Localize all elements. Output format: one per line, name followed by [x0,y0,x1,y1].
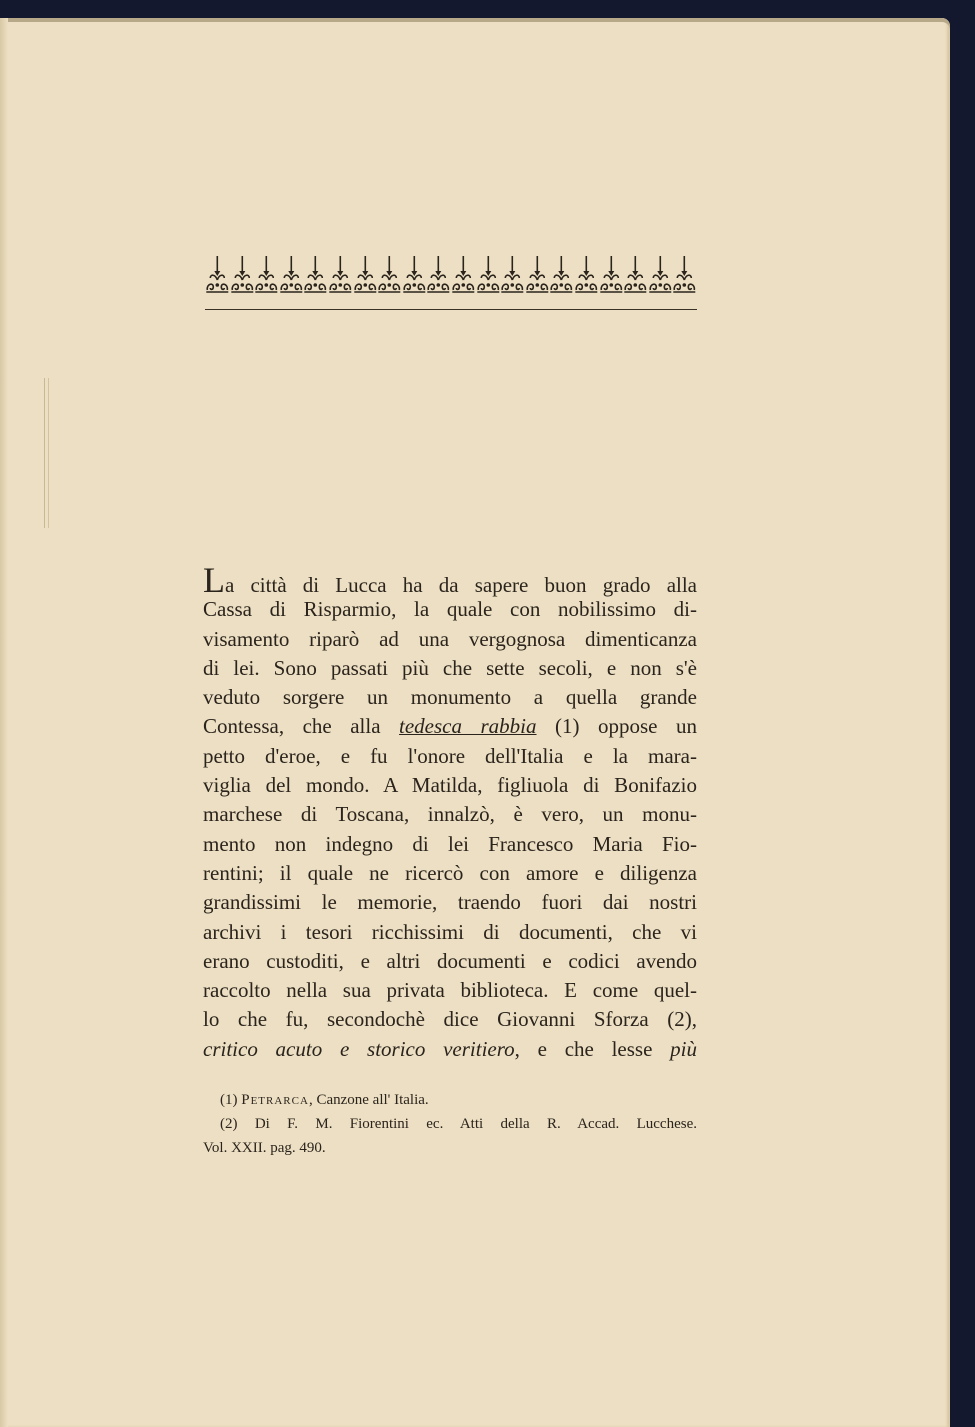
text-segment: petto d'eroe, e fu l'onore dell'Italia e la mara- [203,743,697,768]
ornament-unit [279,254,304,294]
ornament-unit [623,254,648,294]
text-segment: rentini; il quale ne ricercò con amore e diligenza [203,860,697,885]
text-segment: a città di Lucca ha da sapere buon grado alla [225,573,697,597]
text-line-content [203,1037,697,1061]
text-line [203,560,697,600]
ornament-unit [230,254,255,294]
text-line [203,800,697,829]
drop-cap: L [203,560,225,600]
footnote-author: Petrarca [241,1092,309,1108]
ornament-unit [303,254,328,294]
ornament-unit [599,254,624,294]
binding-thread [44,378,49,528]
footnote-text: , Canzone all' Italia. [308,1092,429,1108]
text-line-content [203,597,697,621]
text-line-content [203,861,697,885]
text-segment: grandissimi le memorie, traendo fuori dai nostri [203,890,697,915]
book-page [0,18,950,1427]
text-line [203,712,697,741]
ornament-unit [451,254,476,294]
footnote-mark: (1) [220,1092,238,1108]
footnote-2 [203,1112,697,1136]
ornament-unit [205,254,230,294]
body-text [203,560,697,1064]
text-line-content [203,685,697,709]
text-line-content [203,890,697,914]
footnotes [203,1088,697,1160]
footnote-text: (2) Di F. M. Fiorentini ec. Atti della R. Accad. Lucchese. [220,1116,697,1132]
text-line [203,1005,697,1034]
page-gutter [0,18,8,1427]
ornament-unit [476,254,501,294]
text-line-content [203,1007,697,1031]
text-segment: viglia del mondo. A Matilda, figliuola di Bonifazio [203,773,697,798]
text-line-content [203,656,697,680]
ornament-unit [254,254,279,294]
ornament-unit [500,254,525,294]
text-line [203,595,697,624]
text-segment: mento non indegno di lei Francesco Maria Fio- [203,831,697,856]
text-line [203,1035,697,1064]
text-line [203,976,697,1005]
text-line-content [203,627,697,651]
ornament-unit [353,254,378,294]
text-line-content [203,744,697,768]
ornament-rule [205,309,697,310]
ornament-unit [574,254,599,294]
footnote-2-continued [203,1136,697,1160]
text-segment: veduto sorgere un monumento a quella grande [203,685,697,710]
ornament-unit [426,254,451,294]
ornament-unit [328,254,353,294]
text-line [203,771,697,800]
text-line [203,918,697,947]
text-line-content [203,560,697,600]
text-segment: marchese di Toscana, innalzò, è vero, un monu- [203,802,697,827]
ornament-unit [648,254,673,294]
ornament-unit [525,254,550,294]
italic-text: più [670,1036,697,1061]
text-line-content [203,832,697,856]
text-line [203,654,697,683]
italic-text: critico acuto e storico veritiero [203,1036,515,1061]
text-line-content [203,920,697,944]
text-line [203,625,697,654]
text-line [203,888,697,917]
text-segment: di lei. Sono passati più che sette secoli, e non s'è [203,655,697,680]
text-line [203,947,697,976]
text-segment: visamento riparò ad una vergognosa dimenticanza [203,626,697,651]
text-segment: lo che fu, secondochè dice Giovanni Sforza (2), [203,1007,697,1032]
text-segment: Contessa, che alla [203,714,400,739]
text-line-content [203,714,697,738]
italic-text: tedesca rabbia [399,714,537,739]
text-line [203,683,697,712]
text-line [203,859,697,888]
ornament-unit [672,254,697,294]
text-line-content [203,978,697,1002]
text-segment: Cassa di Risparmio, la quale con nobilissimo di- [203,597,697,622]
text-segment: , e che lesse [514,1036,671,1061]
text-line [203,830,697,859]
header-ornament [205,254,697,294]
text-segment: raccolto nella sua privata biblioteca. E come quel- [203,978,697,1003]
footnote-text: Vol. XXII. pag. 490. [203,1140,326,1156]
text-segment: archivi i tesori ricchissimi di documenti, che vi [203,919,697,944]
ornament-unit [377,254,402,294]
text-line-content [203,802,697,826]
ornament-unit [549,254,574,294]
text-segment: (1) oppose un [536,714,697,739]
text-line-content [203,949,697,973]
text-line [203,742,697,771]
ornament-unit [402,254,427,294]
footnote-1 [203,1088,697,1112]
text-segment: erano custoditi, e altri documenti e codici avendo [203,948,697,973]
text-line-content [203,773,697,797]
